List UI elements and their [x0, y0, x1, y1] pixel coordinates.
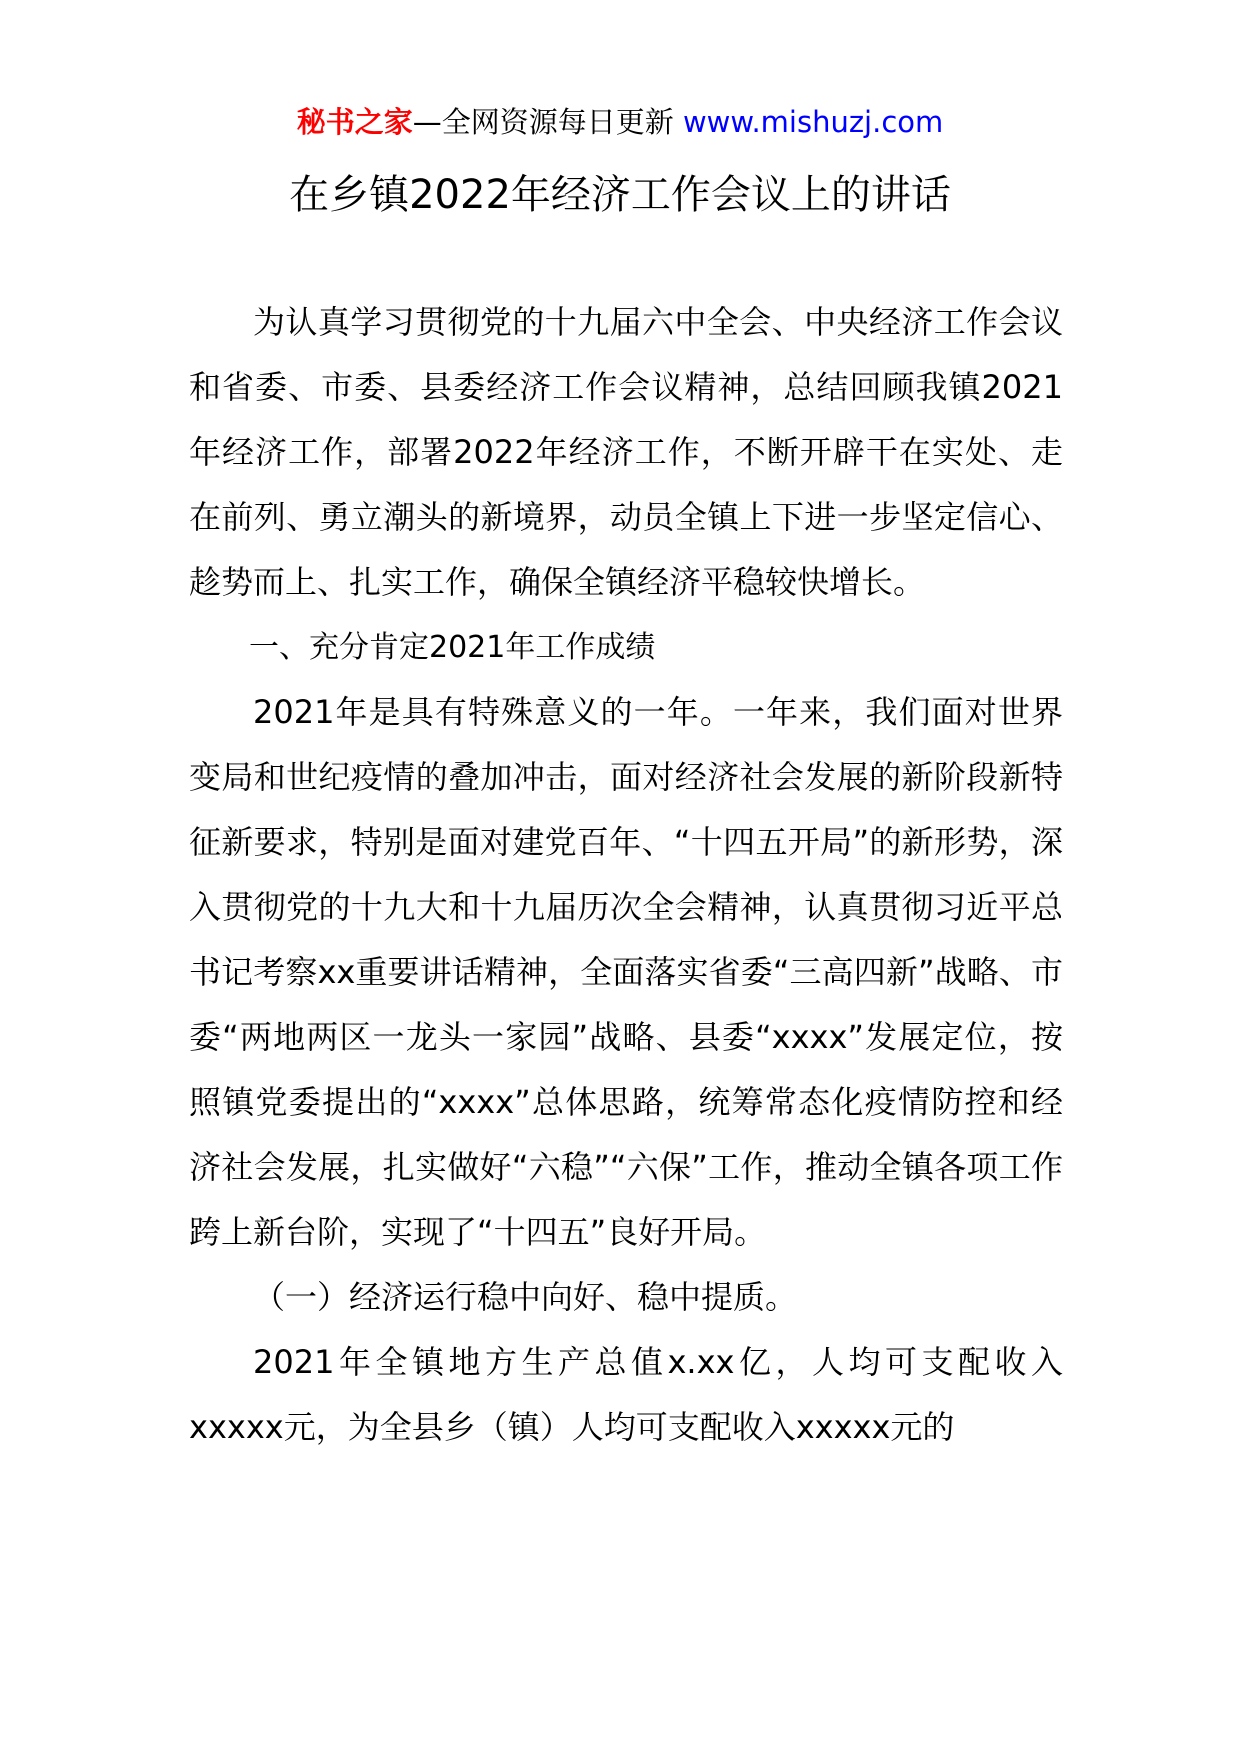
- document-body: [189, 290, 1063, 1460]
- site-url-link[interactable]: www.mishuzj.com: [682, 105, 944, 139]
- intro-paragraph: 为认真学习贯彻党的十九届六中全会、中央经济工作会议和省委、市委、县委经济工作会议精神，总结回顾我镇2021年经济工作，部署2022年经济工作，不断开辟干在实处、走在前列、勇立潮头的新境界，动员全镇上下进一步坚定信心、趁势而上、扎实工作，确保全镇经济平稳较快增长。: [189, 303, 1063, 601]
- site-banner: [0, 100, 1240, 144]
- section-heading: 一、充分肯定2021年工作成绩: [249, 630, 656, 665]
- body-paragraph: 2021年全镇地方生产总值x.xx亿，人均可支配收入xxxxx元，为全县乡（镇）人均可支配收入xxxxx元的: [189, 1343, 1063, 1446]
- banner-tagline: —全网资源每日更新: [412, 105, 683, 139]
- brand-name: 秘书之家: [296, 105, 413, 139]
- body-paragraph: 2021年是具有特殊意义的一年。一年来，我们面对世界变局和世纪疫情的叠加冲击，面对经济社会发展的新阶段新特征新要求，特别是面对建党百年、“十四五开局”的新形势，深入贯彻党的十九大和十九届历次全会精神，认真贯彻习近平总书记考察xx重要讲话精神，全面落实省委“三高四新”战略、市委“两地两区一龙头一家园”战略、县委“xxxx”发展定位，按照镇党委提出的“xxxx”总体思路，统筹常态化疫情防控和经济社会发展，扎实做好“六稳”“六保”工作，推动全镇各项工作跨上新台阶，实现了“十四五”良好开局。: [189, 693, 1063, 1251]
- subsection-heading: （一）经济运行稳中向好、稳中提质。: [253, 1278, 798, 1316]
- document-title: 在乡镇2022年经济工作会议上的讲话: [289, 172, 951, 218]
